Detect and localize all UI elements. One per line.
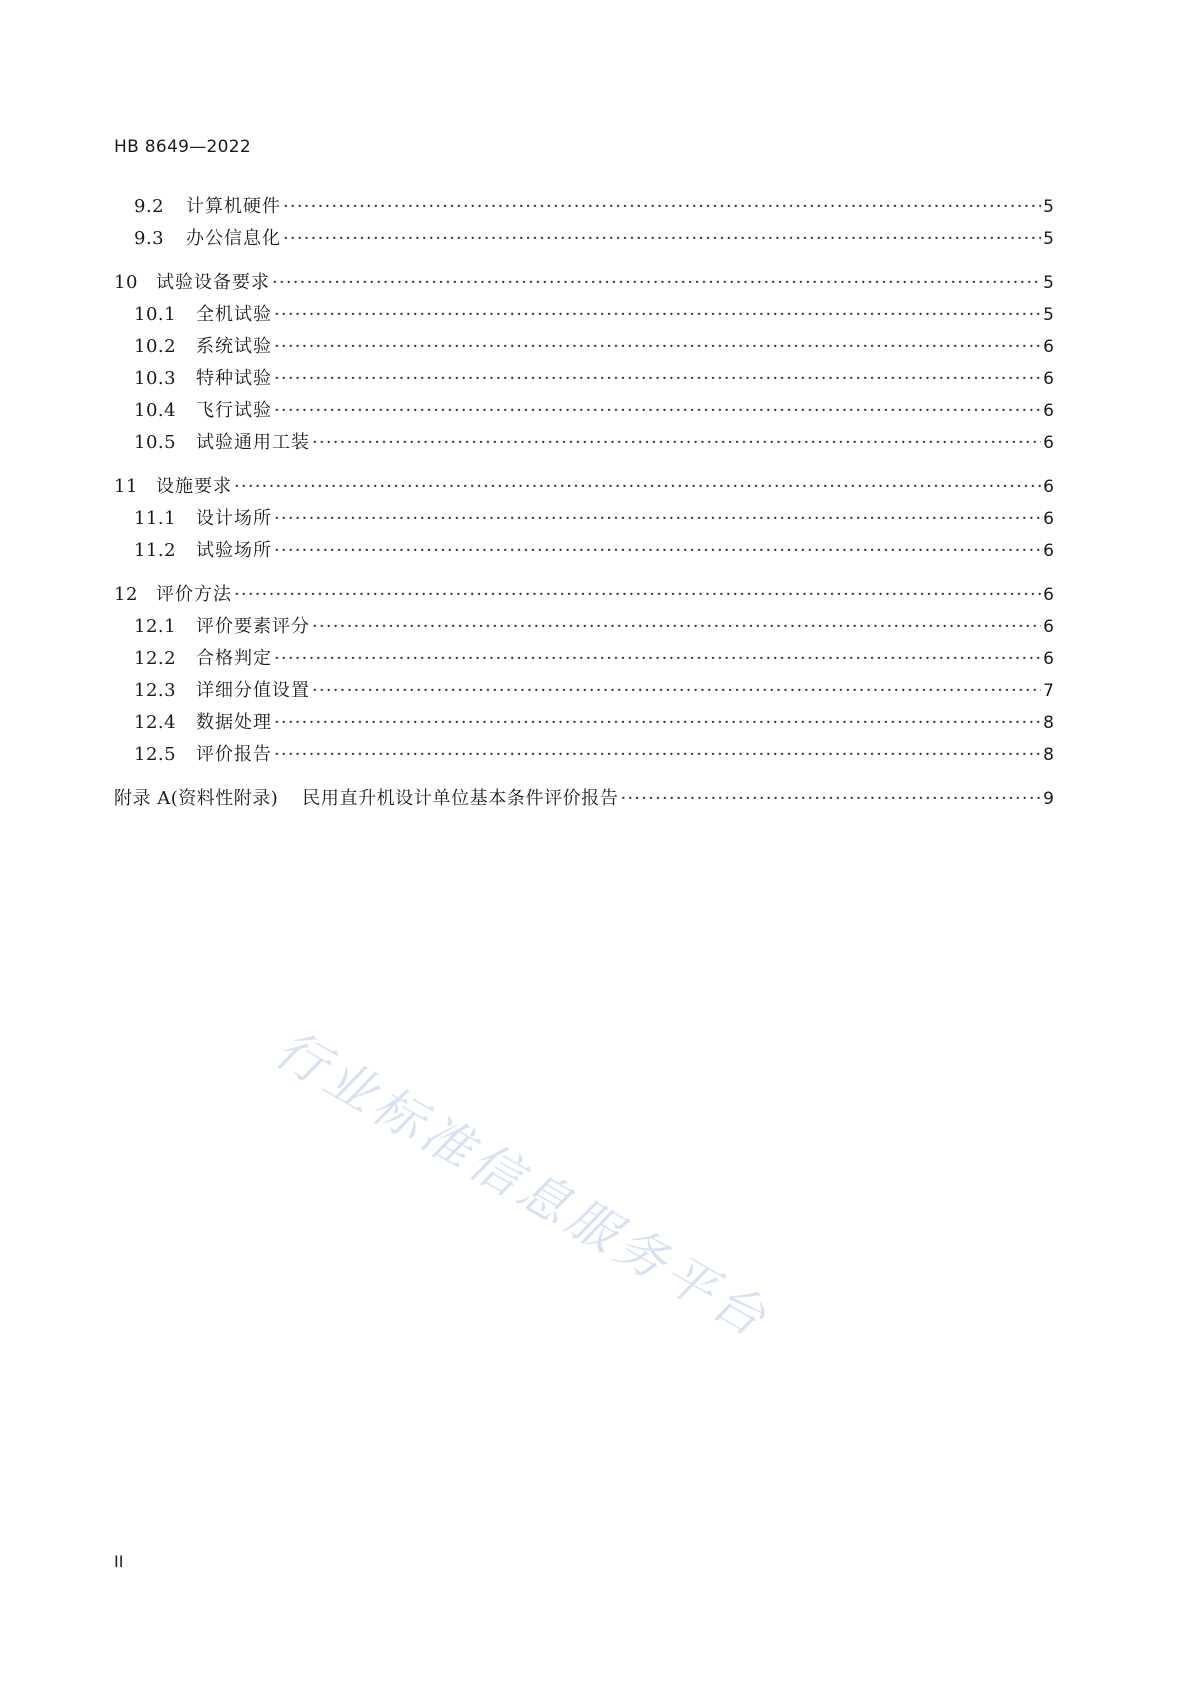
toc-entry-number: 10.4 [134, 400, 177, 421]
toc-dot-leader [312, 611, 1041, 643]
toc-dot-leader [620, 783, 1041, 815]
toc-entry-page: 5 [1043, 305, 1054, 325]
toc-entry-title: 飞行试验 [196, 400, 272, 421]
toc-entry-page: 5 [1043, 273, 1054, 293]
toc-entry-page: 6 [1043, 337, 1054, 357]
toc-entry-page: 6 [1043, 649, 1054, 669]
toc-chapter-entry[interactable] [114, 471, 1054, 503]
toc-entry-number: 11 [114, 476, 138, 497]
toc-entry[interactable] [114, 611, 1054, 643]
toc-entry-title: 评价要素评分 [196, 616, 310, 637]
toc-entry-number: 10.2 [134, 336, 177, 357]
toc-chapter-entry[interactable] [114, 579, 1054, 611]
toc-entry-number: 12 [114, 584, 138, 605]
toc-entry-title: 计算机硬件 [186, 196, 281, 217]
document-code: HB 8649—2022 [114, 137, 251, 157]
toc-dot-leader [274, 395, 1041, 427]
watermark: 行业标准信息服务平台 [265, 1019, 780, 1350]
toc-entry-number: 10.3 [134, 368, 177, 389]
toc-dot-leader [274, 535, 1041, 567]
toc-entry-number: 10.1 [134, 304, 177, 325]
toc-entry-page: 8 [1043, 745, 1054, 765]
toc-dot-leader [274, 739, 1041, 771]
toc-entry[interactable] [114, 739, 1054, 771]
table-of-contents [114, 191, 1054, 815]
toc-entry[interactable] [114, 707, 1054, 739]
toc-dot-leader [274, 643, 1041, 675]
toc-entry-title: 数据处理 [196, 712, 272, 733]
toc-dot-leader [272, 267, 1041, 299]
toc-dot-leader [312, 675, 1041, 707]
toc-entry-title: 评价报告 [196, 744, 272, 765]
toc-entry-number: 10 [114, 272, 138, 293]
toc-entry-page: 6 [1043, 401, 1054, 421]
toc-dot-leader [274, 363, 1041, 395]
toc-dot-leader [274, 503, 1041, 535]
toc-entry[interactable] [114, 331, 1054, 363]
toc-entry-title: 详细分值设置 [196, 680, 310, 701]
toc-entry-page: 6 [1043, 369, 1054, 389]
toc-entry-page: 6 [1043, 541, 1054, 561]
toc-dot-leader [234, 579, 1041, 611]
toc-entry-number: 12.2 [134, 648, 177, 669]
toc-chapter-entry[interactable] [114, 267, 1054, 299]
toc-dot-leader [234, 471, 1041, 503]
toc-entry-page: 6 [1043, 585, 1054, 605]
toc-entry[interactable] [114, 223, 1054, 255]
toc-entry-title: 办公信息化 [186, 228, 281, 249]
toc-entry-title: 特种试验 [196, 368, 272, 389]
toc-entry-number: 9.2 [134, 196, 165, 217]
toc-dot-leader [283, 191, 1041, 223]
toc-entry-number: 附录 A(资料性附录) [114, 788, 279, 809]
toc-entry[interactable] [114, 395, 1054, 427]
toc-dot-leader [274, 331, 1041, 363]
toc-entry-number: 11.2 [134, 540, 177, 561]
toc-entry[interactable] [114, 643, 1054, 675]
toc-entry-title: 民用直升机设计单位基本条件评价报告 [302, 788, 619, 809]
toc-entry-number: 12.5 [134, 744, 177, 765]
toc-entry-number: 12.1 [134, 616, 177, 637]
toc-entry-page: 8 [1043, 713, 1054, 733]
toc-entry[interactable] [114, 535, 1054, 567]
toc-dot-leader [274, 707, 1041, 739]
toc-entry-title: 试验场所 [196, 540, 272, 561]
toc-entry-title: 设施要求 [156, 476, 232, 497]
toc-appendix-entry[interactable] [114, 783, 1054, 815]
toc-dot-leader [274, 299, 1041, 331]
toc-dot-leader [312, 427, 1041, 459]
toc-entry-title: 设计场所 [196, 508, 272, 529]
toc-entry-title: 试验设备要求 [156, 272, 270, 293]
toc-entry[interactable] [114, 299, 1054, 331]
toc-entry-title: 评价方法 [156, 584, 232, 605]
toc-entry[interactable] [114, 503, 1054, 535]
toc-entry-number: 12.4 [134, 712, 177, 733]
page-number: II [114, 1552, 124, 1571]
toc-entry[interactable] [114, 191, 1054, 223]
toc-dot-leader [283, 223, 1041, 255]
toc-entry-number: 12.3 [134, 680, 177, 701]
toc-entry-page: 9 [1043, 789, 1054, 809]
toc-entry-title: 全机试验 [196, 304, 272, 325]
toc-entry-title: 试验通用工装 [196, 432, 310, 453]
toc-entry-title: 系统试验 [196, 336, 272, 357]
toc-entry-number: 9.3 [134, 228, 165, 249]
toc-entry-page: 6 [1043, 617, 1054, 637]
toc-entry-page: 6 [1043, 477, 1054, 497]
toc-entry-page: 5 [1043, 197, 1054, 217]
toc-entry-page: 6 [1043, 433, 1054, 453]
toc-entry[interactable] [114, 427, 1054, 459]
toc-entry-page: 5 [1043, 229, 1054, 249]
toc-entry[interactable] [114, 363, 1054, 395]
toc-entry-number: 11.1 [134, 508, 177, 529]
toc-entry[interactable] [114, 675, 1054, 707]
toc-entry-number: 10.5 [134, 432, 177, 453]
toc-entry-page: 6 [1043, 509, 1054, 529]
toc-entry-title: 合格判定 [196, 648, 272, 669]
toc-entry-page: 7 [1043, 681, 1054, 701]
